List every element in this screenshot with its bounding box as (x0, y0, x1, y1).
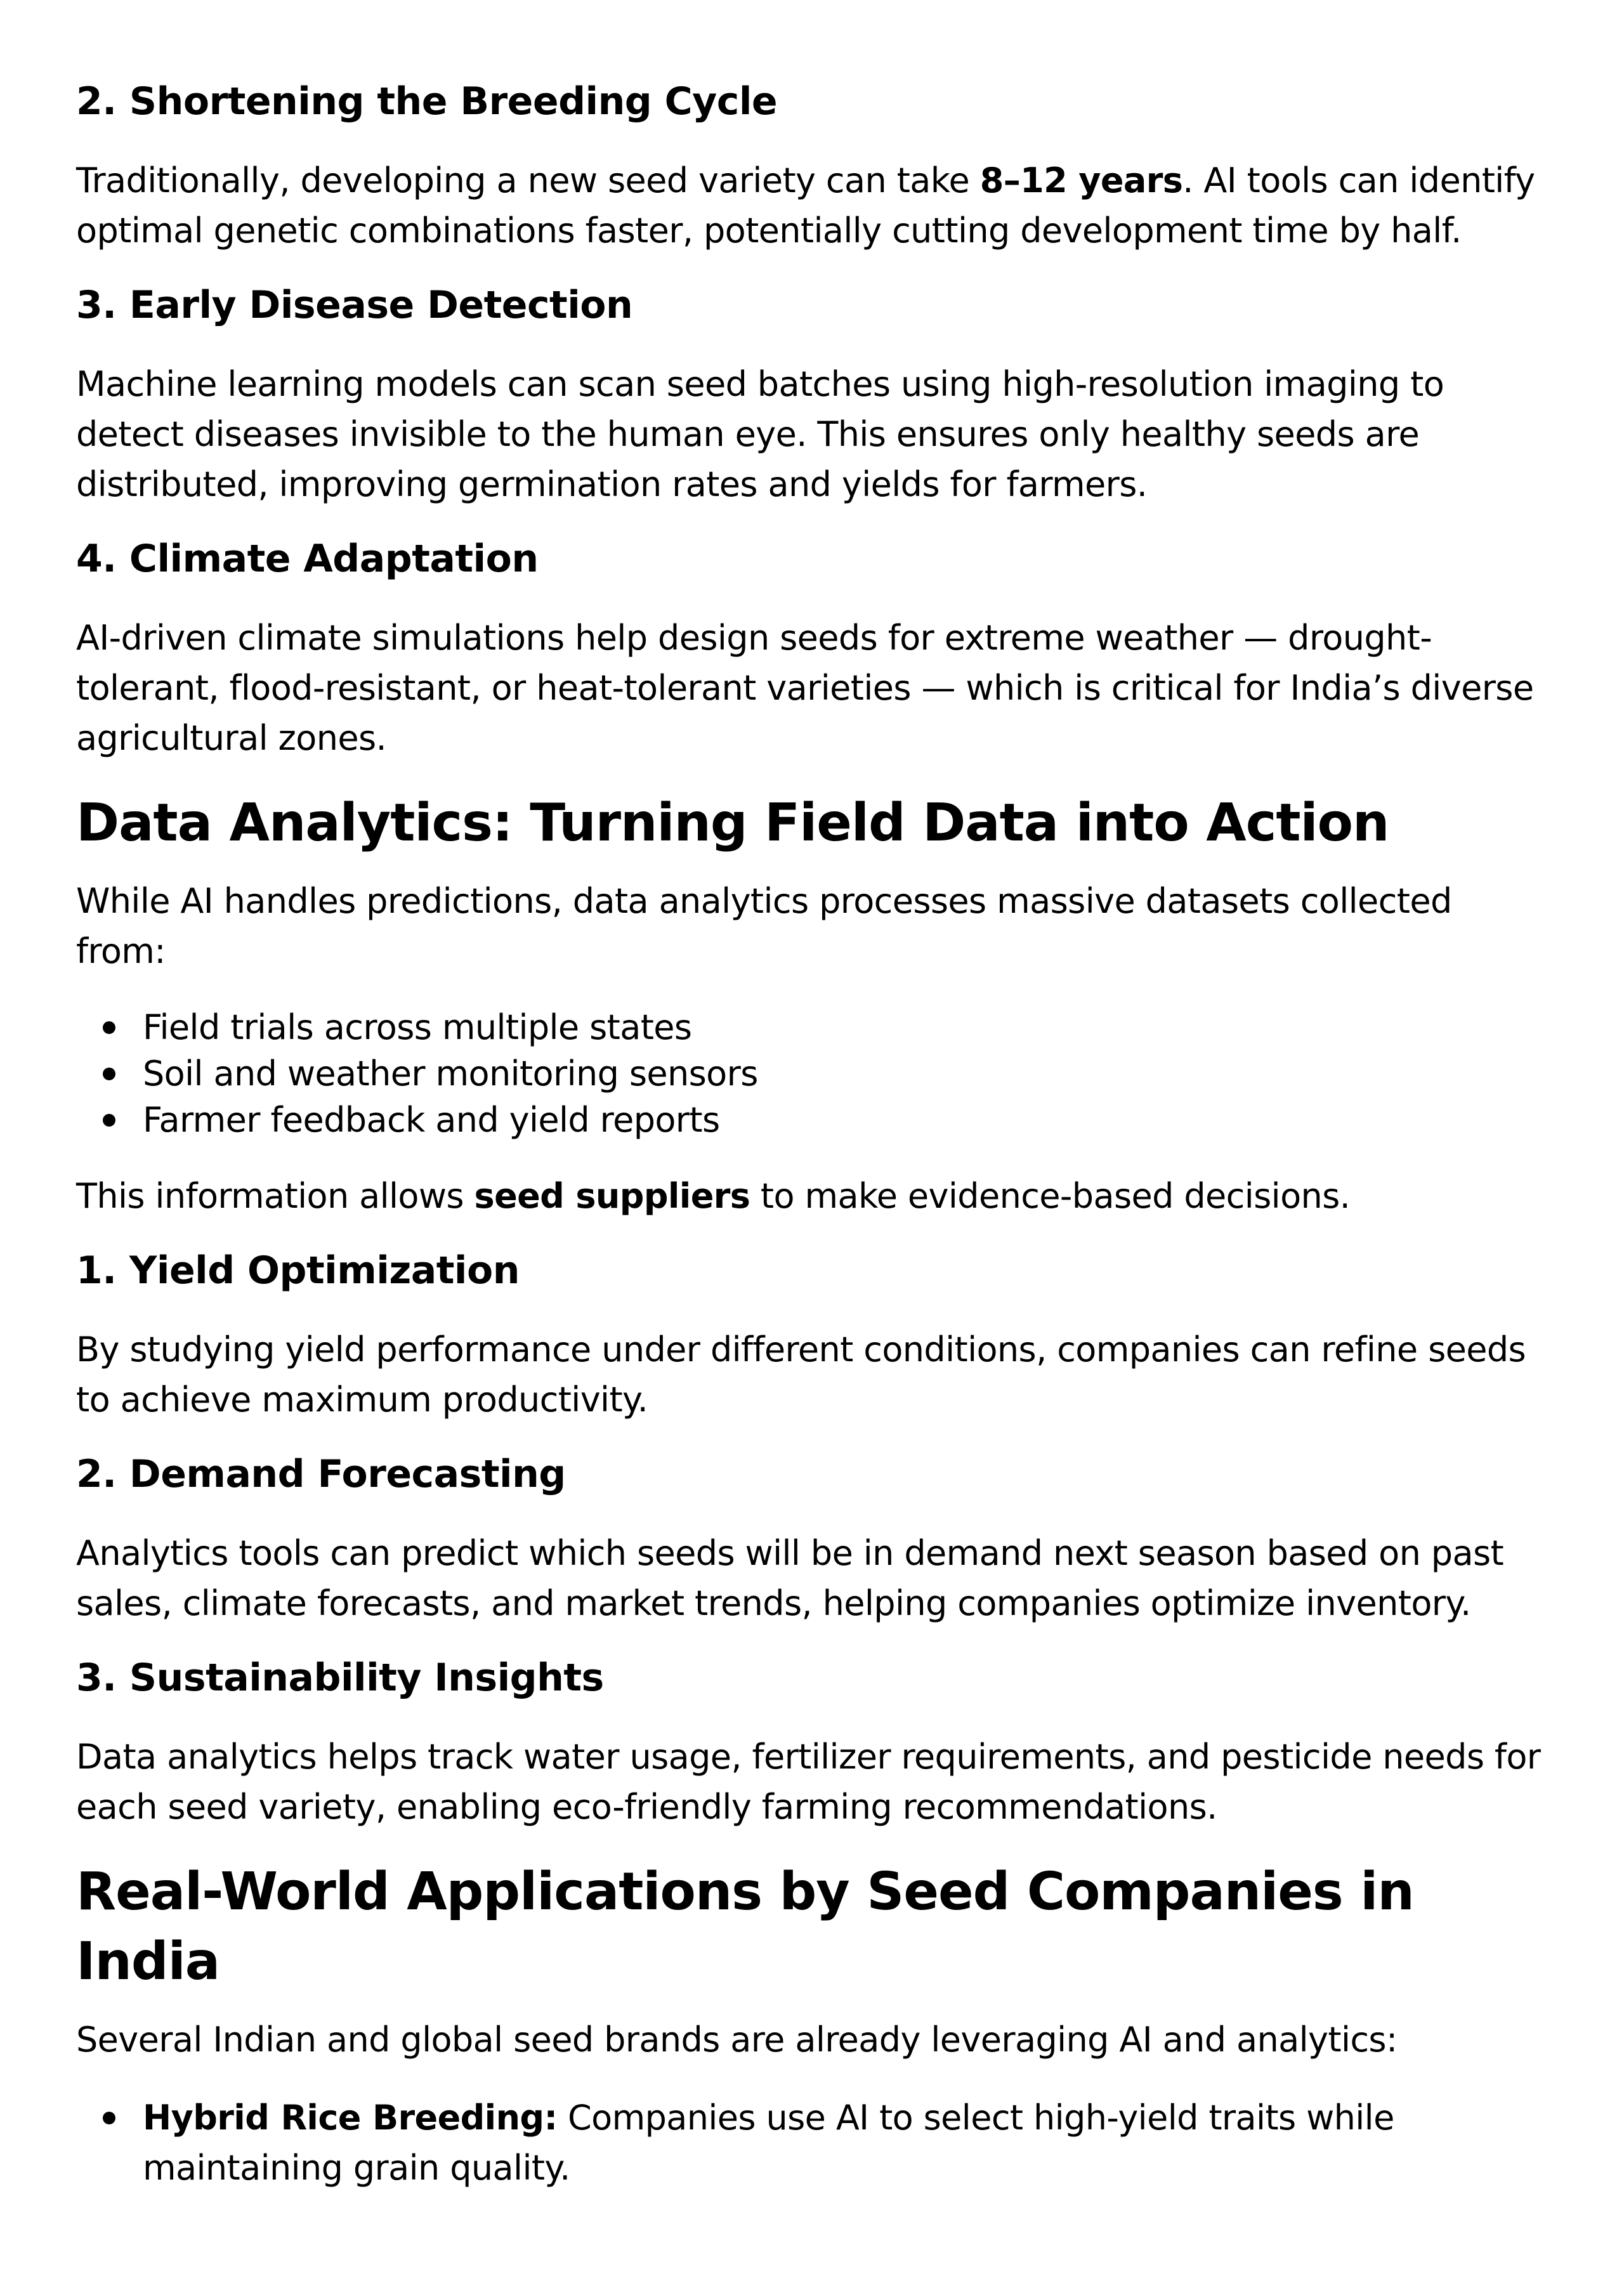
demand-paragraph: Analytics tools can predict which seeds will be in demand next season based on past sales, climate forecasts, and market trends, helping companies optimize inventory. (76, 1533, 1504, 1623)
bullet-icon (103, 1068, 115, 1080)
yield-paragraph: By studying yield performance under different conditions, companies can refine seeds to achieve maximum productivity. (76, 1330, 1526, 1420)
applications-heading: Real-World Applications by Seed Companies in India (76, 1862, 1414, 1992)
disease-heading: 3. Early Disease Detection (76, 283, 633, 327)
climate-heading: 4. Climate Adaptation (76, 537, 539, 581)
analytics-outro-bold: seed suppliers (474, 1176, 750, 1216)
demand-heading: 2. Demand Forecasting (76, 1452, 566, 1496)
analytics-outro (76, 1171, 1548, 1221)
list-item (76, 2093, 1548, 2193)
list-item-bold: Hybrid Rice Breeding: (143, 2098, 558, 2138)
applications-bullet-list (76, 2093, 1548, 2193)
list-item (76, 1097, 1548, 1143)
bullet-icon (103, 2112, 115, 2124)
breeding-text-before: Traditionally, developing a new seed variety can take (76, 160, 980, 200)
list-item-text: Field trials across multiple states (143, 1007, 692, 1047)
disease-paragraph: Machine learning models can scan seed batches using high-resolution imaging to detect diseases invisible to the human eye. This ensures only healthy seeds are distributed, improving germination rates and yields for farmers. (76, 364, 1444, 504)
bullet-icon (103, 1114, 115, 1127)
list-item (76, 1004, 1548, 1050)
analytics-heading: Data Analytics: Turning Field Data into Action (76, 793, 1389, 853)
breeding-paragraph (76, 155, 1548, 256)
analytics-outro-after: to make evidence-based decisions. (750, 1176, 1351, 1216)
bullet-icon (103, 1021, 115, 1034)
list-item-text: Companies use AI to select high-yield traits while maintaining grain quality. (143, 2098, 1394, 2188)
analytics-bullet-list (76, 1004, 1548, 1143)
sustainability-paragraph: Data analytics helps track water usage, fertilizer requirements, and pesticide needs for each seed variety, enabling eco-friendly farming recommendations. (76, 1737, 1541, 1827)
yield-heading: 1. Yield Optimization (76, 1248, 520, 1293)
list-item-text: Soil and weather monitoring sensors (143, 1054, 758, 1094)
list-item (76, 1050, 1548, 1097)
list-item-text: Farmer feedback and yield reports (143, 1100, 720, 1140)
sustainability-heading: 3. Sustainability Insights (76, 1656, 604, 1700)
analytics-outro-before: This information allows (76, 1176, 475, 1216)
applications-intro: Several Indian and global seed brands are already leveraging AI and analytics: (76, 2020, 1398, 2060)
breeding-bold-years: 8–12 years (979, 160, 1183, 200)
breeding-text-after: . AI tools can identify optimal genetic combinations faster, potentially cutting development time by half. (76, 160, 1535, 251)
analytics-intro: While AI handles predictions, data analytics processes massive datasets collected from: (76, 881, 1452, 971)
breeding-heading: 2. Shortening the Breeding Cycle (76, 79, 778, 124)
climate-paragraph: AI-driven climate simulations help design seeds for extreme weather — drought-tolerant, flood-resistant, or heat-tolerant varieties — which is critical for India’s diverse agricultural zones. (76, 618, 1534, 758)
